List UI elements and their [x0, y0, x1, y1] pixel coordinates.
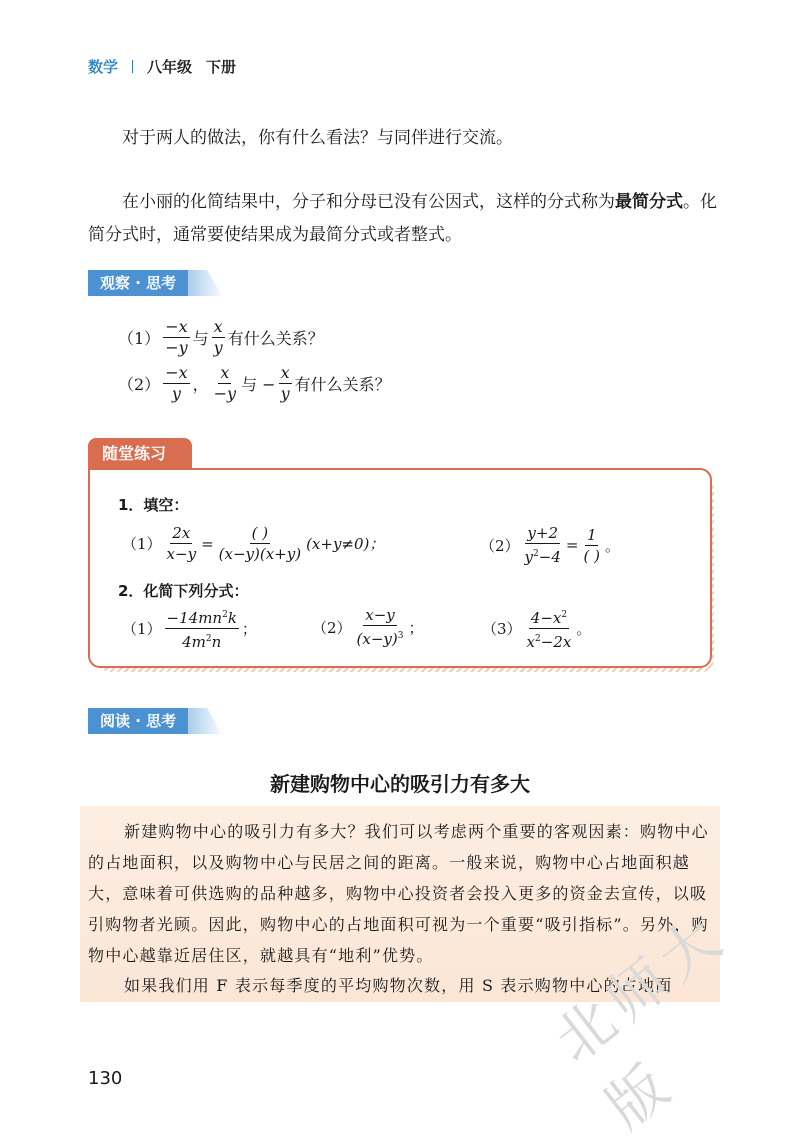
item-number: （1） — [122, 535, 162, 553]
banner-tail-decoration — [188, 708, 222, 734]
fraction — [279, 364, 292, 403]
numerator: 1 — [586, 525, 597, 544]
fraction — [217, 524, 303, 563]
numerator-part: k — [227, 609, 237, 627]
equals-sign: = — [565, 536, 579, 554]
blank-denominator: ( ) — [583, 546, 600, 565]
header-volume: 下册 — [206, 58, 237, 76]
header-grade: 八年级 — [147, 58, 193, 76]
numerator: 2x — [172, 524, 191, 542]
header-subject: 数学 — [88, 58, 119, 76]
header-divider — [132, 60, 133, 73]
practice-tab — [88, 438, 192, 470]
practice-item-1-b — [480, 524, 620, 566]
numerator-part: −14mn — [166, 609, 223, 627]
practice-item-1-title: 1．填空： — [118, 496, 189, 514]
denominator-part: −2x — [540, 633, 572, 651]
item-number: （2） — [312, 618, 352, 637]
connector-text: 与 — [192, 329, 209, 348]
practice-item-1-a — [122, 524, 384, 563]
numerator: x−y — [365, 606, 395, 624]
condition-text: (x+y≠0)； — [306, 535, 385, 553]
denominator — [180, 629, 223, 651]
reading-think-banner — [88, 708, 222, 734]
practice-item-2-a — [122, 606, 257, 651]
denominator-part: n — [211, 633, 222, 651]
denominator — [355, 626, 406, 648]
publisher-watermark: 北师大版 — [541, 900, 740, 1142]
separator: ， — [192, 375, 209, 394]
banner-tail-decoration — [188, 270, 222, 296]
numerator: y+2 — [527, 524, 559, 542]
end-punctuation: 。 — [604, 536, 620, 555]
simplest-fraction-paragraph — [88, 186, 718, 252]
denominator-part: x — [526, 633, 536, 651]
page-number: 130 — [88, 1068, 123, 1089]
fraction — [525, 606, 574, 651]
practice-item-2-b — [312, 606, 424, 648]
simplest-text-a: 在小丽的化简结果中，分子和分母已没有公因式，这样的分式称为 — [122, 192, 615, 212]
page-header — [88, 56, 236, 77]
reading-paragraph-2: 如果我们用 F 表示每季度的平均购物次数，用 S 表示购物中心的占地面 — [124, 976, 673, 995]
denominator — [523, 544, 563, 566]
denominator-base: y — [524, 548, 534, 566]
fraction — [355, 606, 406, 648]
denominator: (x−y)(x+y) — [218, 545, 302, 563]
numerator — [165, 606, 239, 629]
observe-question-2 — [118, 364, 391, 403]
question-number: （1） — [118, 329, 161, 348]
numerator — [529, 606, 569, 629]
connector-text: 与 − — [241, 375, 276, 394]
denominator: −y — [165, 338, 188, 357]
fraction — [163, 364, 189, 403]
practice-item-2-c — [482, 606, 591, 651]
simplest-text-b: 。化简分式时，通常要使结果成为最简分式或者整式。 — [88, 192, 717, 245]
fraction — [581, 526, 601, 565]
item-number: （2） — [480, 536, 520, 555]
observe-think-banner — [88, 270, 222, 296]
denominator: −y — [213, 384, 237, 403]
question-text: 有什么关系？ — [227, 329, 324, 348]
blank-numerator: ( ) — [251, 524, 269, 542]
denominator: y — [213, 338, 223, 357]
equals-sign: = — [201, 534, 214, 553]
denominator-base: (x−y) — [356, 630, 398, 648]
exponent: 2 — [205, 634, 212, 644]
observe-question-1 — [118, 318, 324, 357]
denominator: y — [171, 384, 181, 403]
numerator: −x — [165, 317, 188, 336]
denominator-part: 4m — [182, 633, 206, 651]
exponent: 2 — [561, 610, 568, 620]
reading-title: 新建购物中心的吸引力有多大 — [270, 772, 530, 796]
item-number: （1） — [122, 620, 162, 638]
fraction — [163, 318, 189, 357]
numerator: −x — [165, 363, 188, 382]
reading-think-label: 阅读 · 思考 — [88, 708, 188, 734]
practice-item-2-title: 2．化简下列分式： — [118, 582, 249, 600]
end-punctuation: ； — [408, 618, 424, 637]
exponent: 3 — [397, 631, 404, 641]
end-punctuation: 。 — [576, 620, 592, 638]
item-number: （3） — [482, 620, 522, 638]
exponent: 2 — [222, 610, 228, 620]
denominator: y — [280, 384, 290, 403]
exponent: 2 — [535, 634, 541, 644]
numerator: x — [280, 363, 290, 382]
fraction — [165, 606, 239, 651]
numerator: x — [213, 317, 223, 336]
reading-paragraph-1: 新建购物中心的吸引力有多大？我们可以考虑两个重要的客观因素：购物中心的占地面积，以及购物中心与民居之间的距离。一般来说，购物中心占地面积越大，意味着可供选购的品种越多，购物中心投资者会投入更多的资金去宣传，以吸引购物者光顾。因此，购物中心的占地面积可视为一个重要“吸引指标”。另外，购物中心越靠近居住区，就越具有“地利”优势。 — [88, 822, 709, 965]
numerator-part: 4−x — [530, 609, 562, 627]
fraction — [212, 364, 238, 403]
denominator: x−y — [166, 545, 197, 563]
exponent: 2 — [533, 549, 539, 559]
observe-think-label: 观察 · 思考 — [88, 270, 188, 296]
intro-paragraph: 对于两人的做法，你有什么看法？与同伴进行交流。 — [122, 128, 513, 148]
fraction — [523, 524, 563, 566]
question-text: 有什么关系？ — [294, 375, 391, 394]
numerator: x — [220, 363, 230, 382]
end-punctuation: ； — [241, 620, 257, 638]
denominator-rest: −4 — [538, 548, 561, 566]
simplest-fraction-term: 最简分式 — [615, 192, 683, 212]
fraction — [165, 524, 199, 563]
fraction — [212, 318, 225, 357]
denominator — [525, 629, 574, 651]
question-number: （2） — [118, 375, 161, 394]
practice-tab-label: 随堂练习 — [102, 444, 167, 463]
